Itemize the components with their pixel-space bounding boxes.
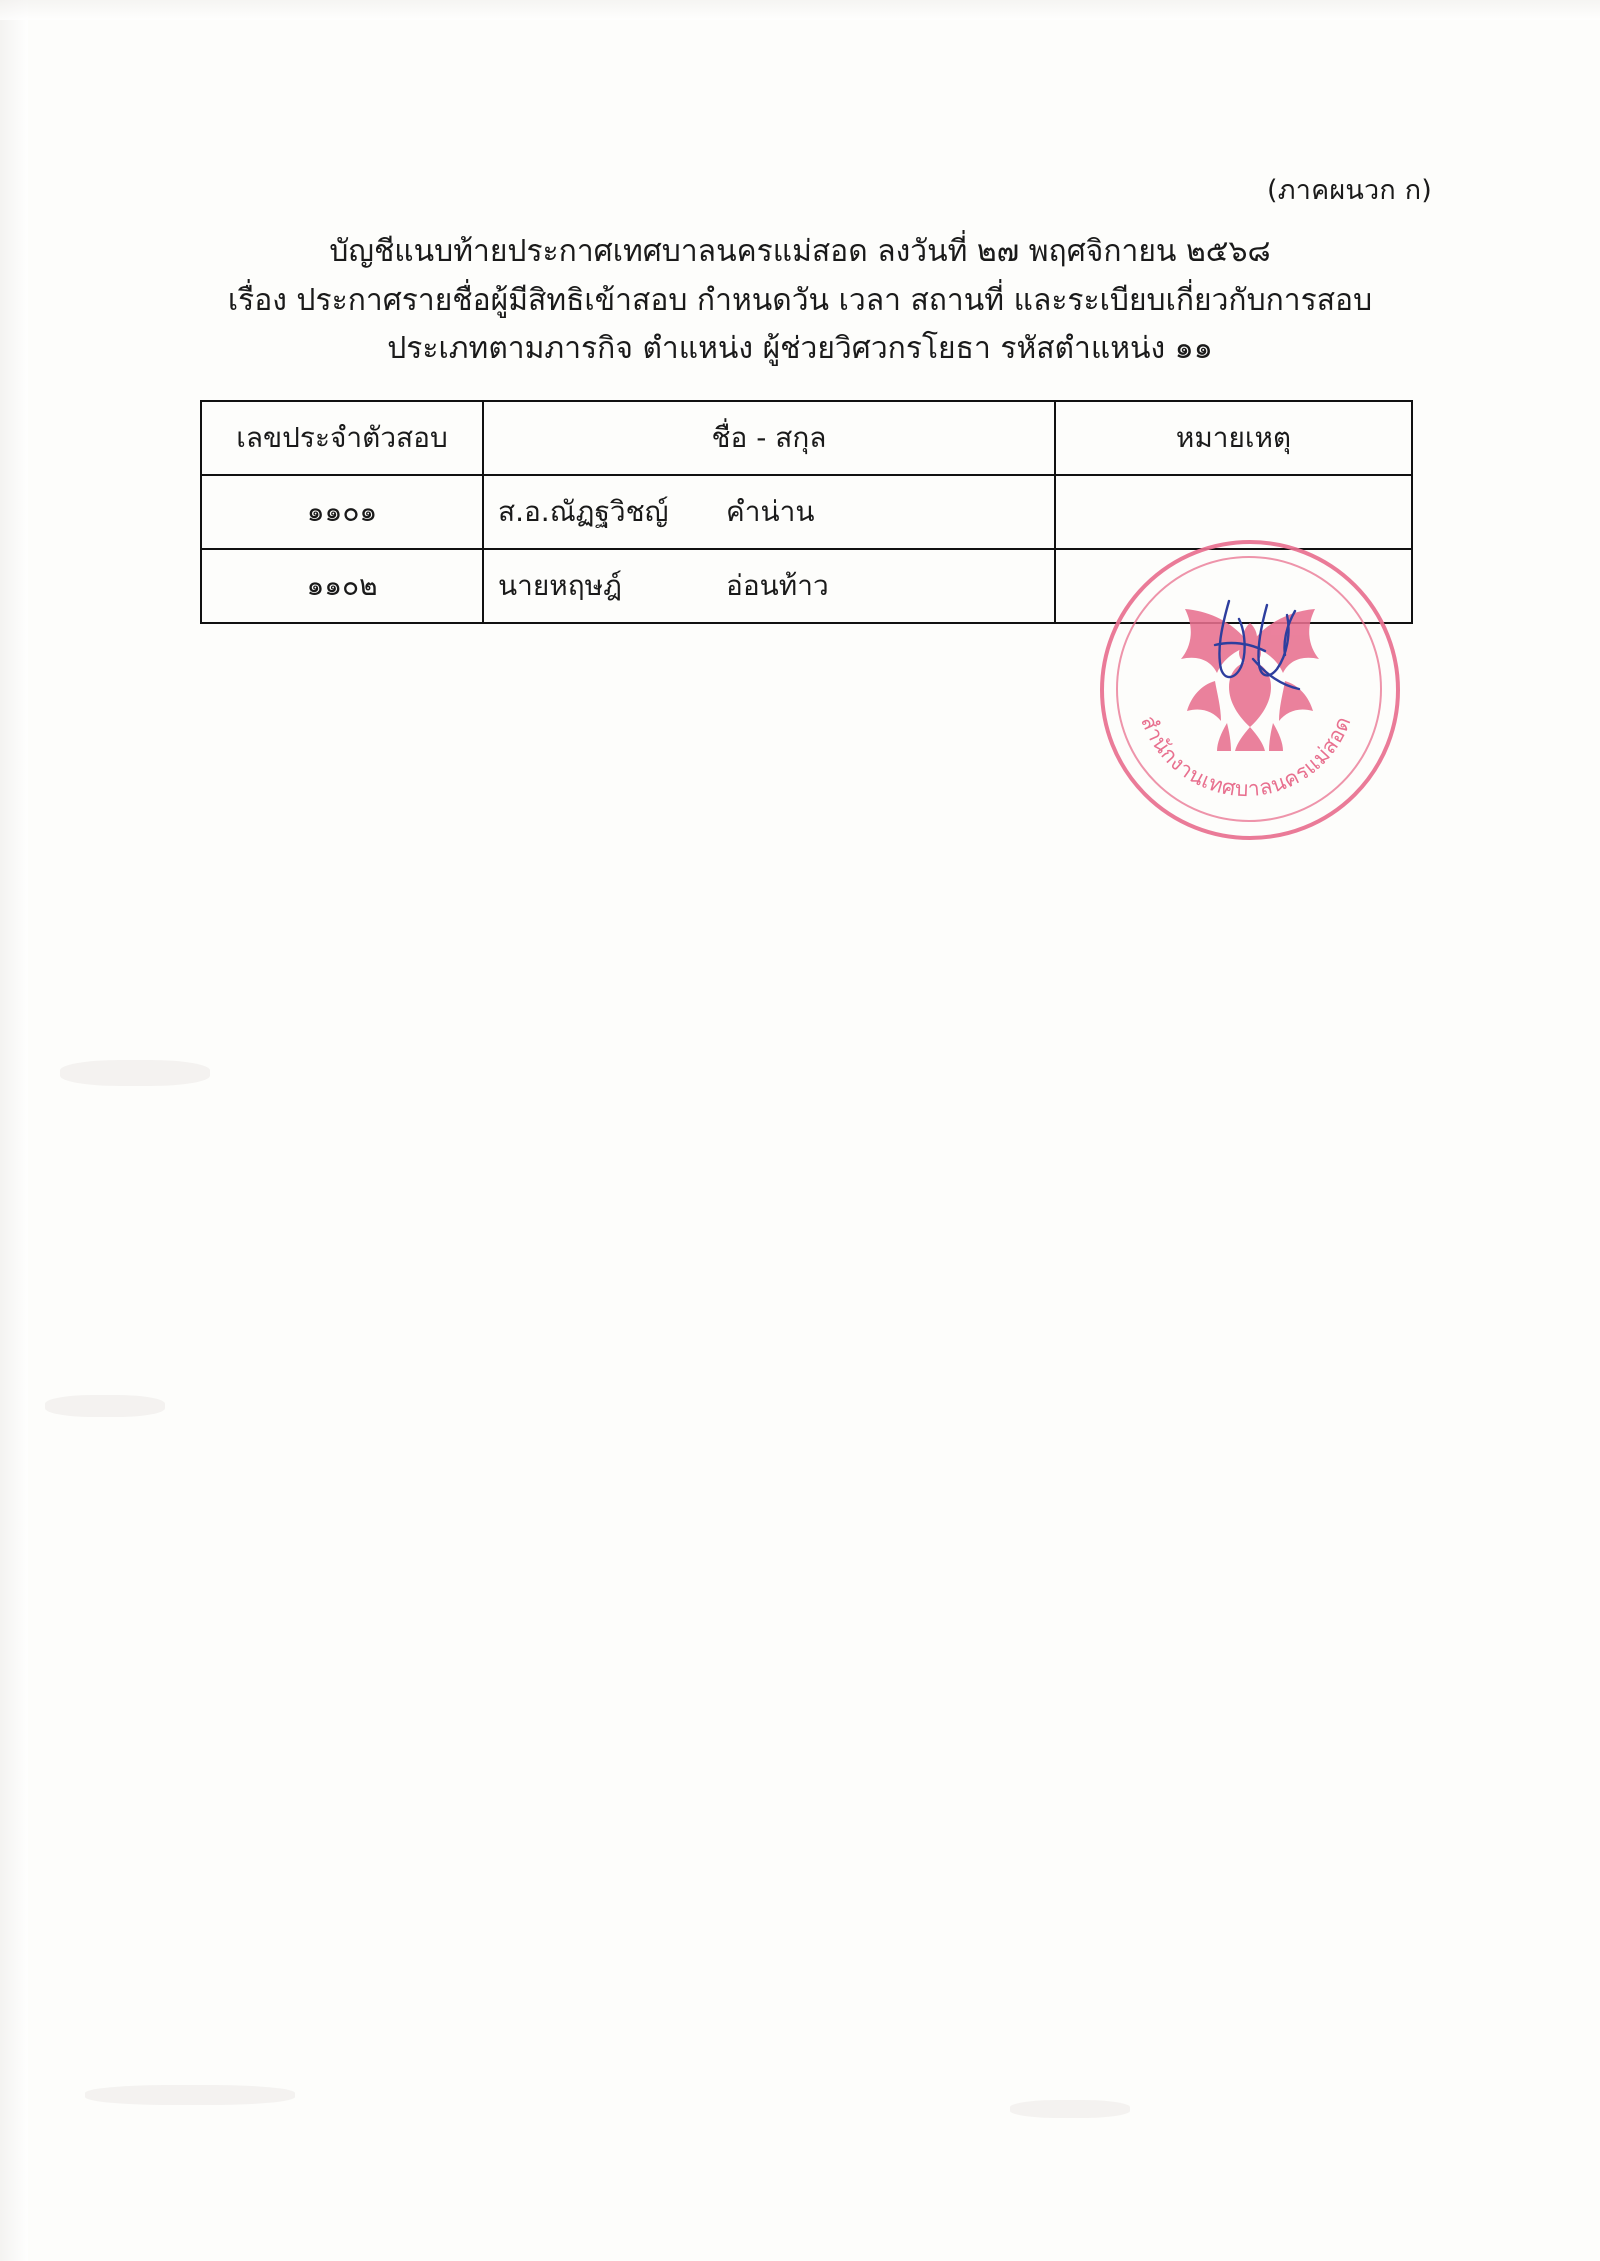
title-line-2: เรื่อง ประกาศรายชื่อผู้มีสิทธิเข้าสอบ กำหนดวัน เวลา สถานที่ และระเบียบเกี่ยวกับการสอบ xyxy=(227,282,1373,318)
scan-smudge xyxy=(45,1395,165,1417)
scan-edge-top xyxy=(0,0,1600,20)
cell-remark xyxy=(1055,475,1412,549)
column-header-remark: หมายเหตุ xyxy=(1055,401,1412,475)
title-line-1: บัญชีแนบท้ายประกาศเทศบาลนครแม่สอด ลงวันที่ ๒๗ พฤศจิกายน ๒๕๖๘ xyxy=(329,234,1271,269)
cell-full-name xyxy=(483,475,1055,549)
scan-smudge xyxy=(60,1060,210,1086)
scan-smudge xyxy=(85,2085,295,2105)
scan-smudge xyxy=(1010,2100,1130,2118)
cell-last-name: คำน่าน xyxy=(726,495,815,528)
document-title-block xyxy=(0,228,1600,374)
cell-full-name xyxy=(483,549,1055,623)
cell-last-name: อ่อนท้าว xyxy=(726,569,829,602)
cell-exam-id: ๑๑๐๑ xyxy=(201,475,483,549)
title-line-3: ประเภทตามภารกิจ ตำแหน่ง ผู้ช่วยวิศวกรโยธา รหัสตำแหน่ง ๑๑ xyxy=(387,331,1213,367)
column-header-exam-id: เลขประจำตัวสอบ xyxy=(201,401,483,475)
cell-exam-id: ๑๑๐๒ xyxy=(201,549,483,623)
cell-first-name: นายหฤษฎ์ xyxy=(498,569,622,602)
signature-mark xyxy=(1195,585,1325,705)
svg-text:สำนักงานเทศบาลนครแม่สอด: สำนักงานเทศบาลนครแม่สอด xyxy=(1136,712,1356,802)
table-row xyxy=(201,475,1412,549)
column-header-full-name: ชื่อ - สกุล xyxy=(483,401,1055,475)
table-header-row xyxy=(201,401,1412,475)
cell-first-name: ส.อ.ณัฏฐวิชญ์ xyxy=(498,495,669,528)
appendix-label: (ภาคผนวก ก) xyxy=(1266,175,1432,206)
